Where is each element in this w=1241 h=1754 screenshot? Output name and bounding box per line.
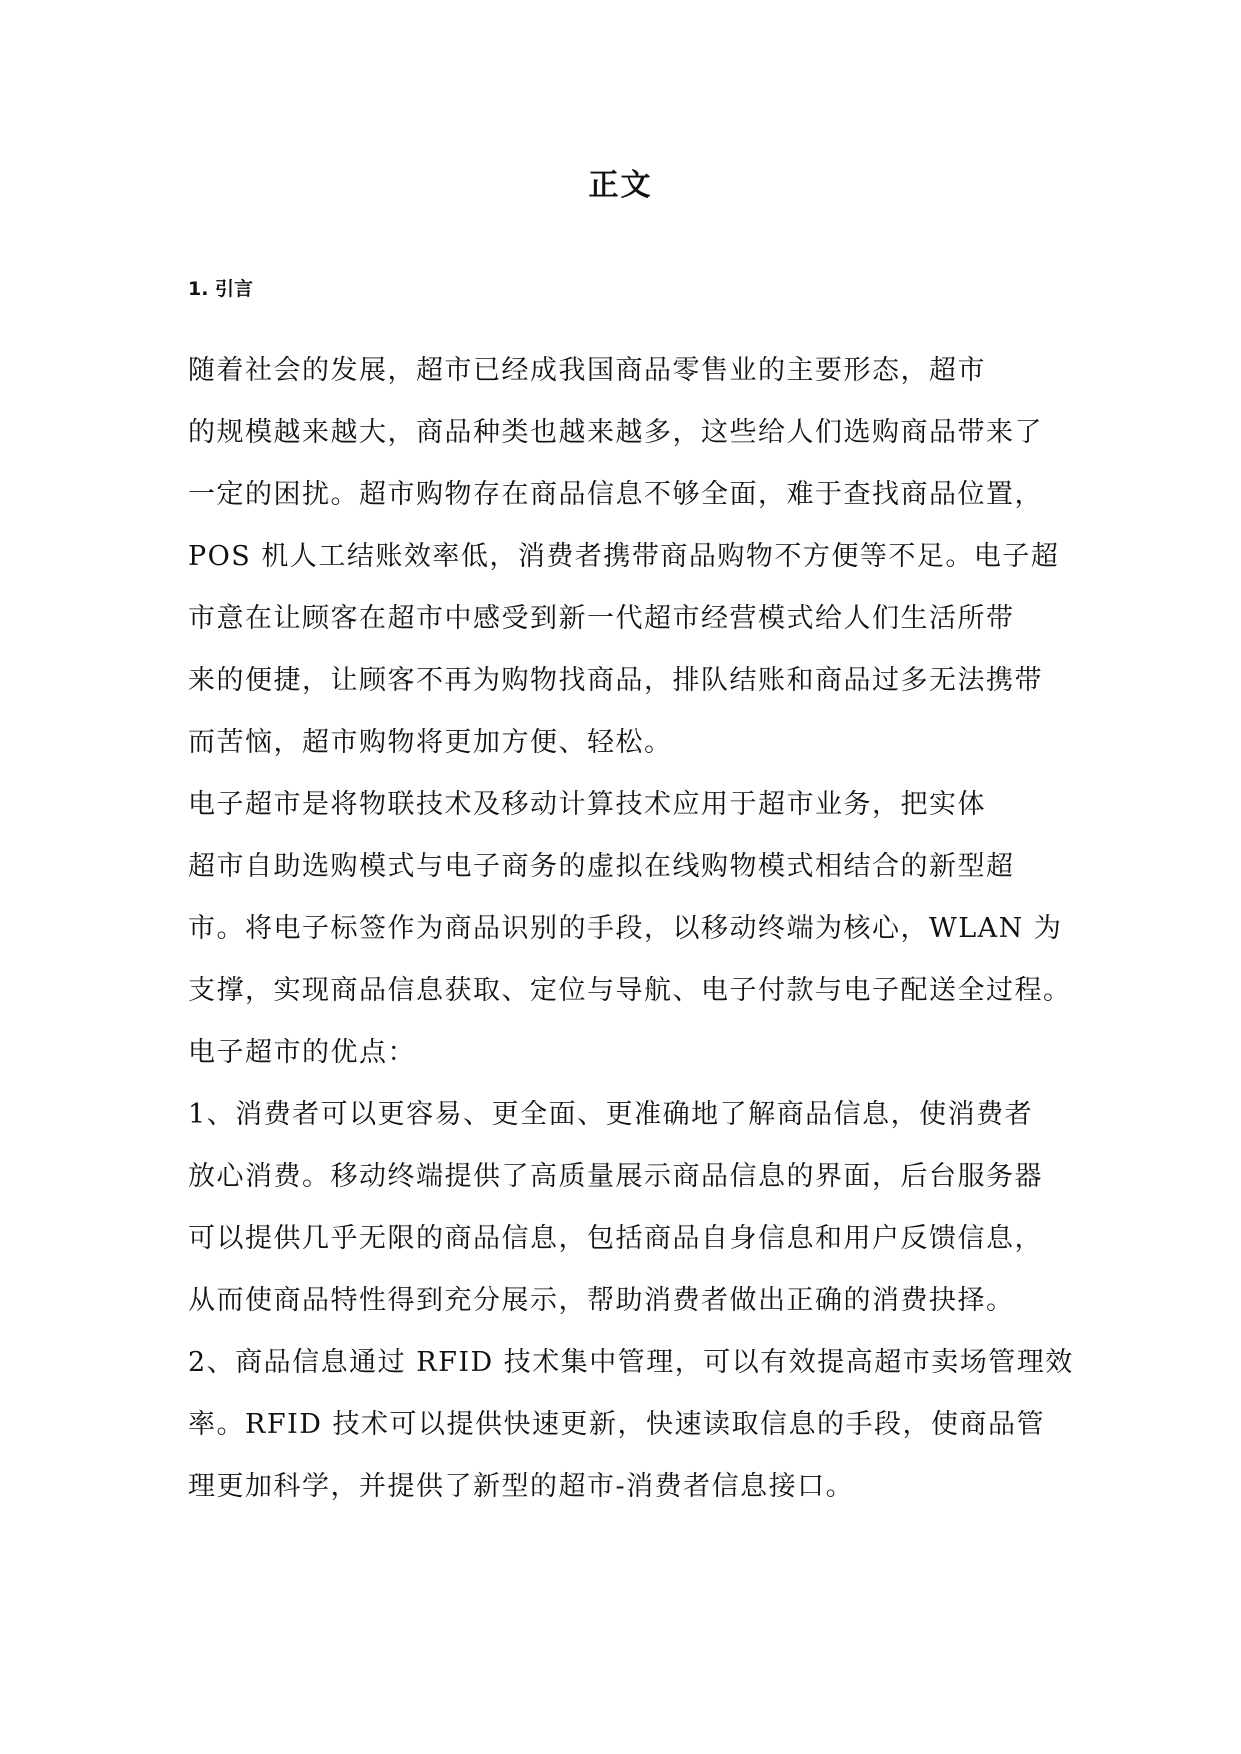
- text-line: 市意在让顾客在超市中感受到新一代超市经营模式给人们生活所带: [188, 603, 1015, 634]
- text-line: 1、消费者可以更容易、更全面、更准确地了解商品信息，使消费者: [188, 1099, 1034, 1130]
- section-heading: 1. 引言: [188, 278, 254, 300]
- text-line: 电子超市是将物联技术及移动计算技术应用于超市业务，把实体: [188, 789, 986, 820]
- text-line: 来的便捷，让顾客不再为购物找商品，排队结账和商品过多无法携带: [188, 665, 1043, 696]
- text-line: 市。将电子标签作为商品识别的手段，以移动终端为核心，WLAN 为: [188, 913, 1063, 944]
- text-line: 2、商品信息通过 RFID 技术集中管理，可以有效提高超市卖场管理效: [188, 1347, 1074, 1378]
- text-line: 率。RFID 技术可以提供快速更新，快速读取信息的手段，使商品管: [188, 1409, 1045, 1440]
- text-line: 电子超市的优点：: [188, 1037, 416, 1068]
- text-line: 从而使商品特性得到充分展示，帮助消费者做出正确的消费抉择。: [188, 1285, 1015, 1316]
- text-line: 超市自助选购模式与电子商务的虚拟在线购物模式相结合的新型超: [188, 851, 1015, 882]
- text-line: 支撑，实现商品信息获取、定位与导航、电子付款与电子配送全过程。: [188, 975, 1072, 1006]
- body-text: [188, 340, 1074, 1518]
- text-line: 而苦恼，超市购物将更加方便、轻松。: [188, 727, 673, 758]
- text-line: 可以提供几乎无限的商品信息，包括商品自身信息和用户反馈信息，: [188, 1223, 1043, 1254]
- text-line: POS 机人工结账效率低，消费者携带商品购物不方便等不足。电子超: [188, 541, 1060, 572]
- page-title: 正文: [588, 168, 653, 203]
- text-line: 理更加科学，并提供了新型的超市-消费者信息接口。: [188, 1471, 855, 1502]
- text-line: 放心消费。移动终端提供了高质量展示商品信息的界面，后台服务器: [188, 1161, 1043, 1192]
- text-line: 的规模越来越大，商品种类也越来越多，这些给人们选购商品带来了: [188, 417, 1043, 448]
- text-line: 随着社会的发展，超市已经成我国商品零售业的主要形态，超市: [188, 355, 986, 386]
- text-line: 一定的困扰。超市购物存在商品信息不够全面，难于查找商品位置，: [188, 479, 1043, 510]
